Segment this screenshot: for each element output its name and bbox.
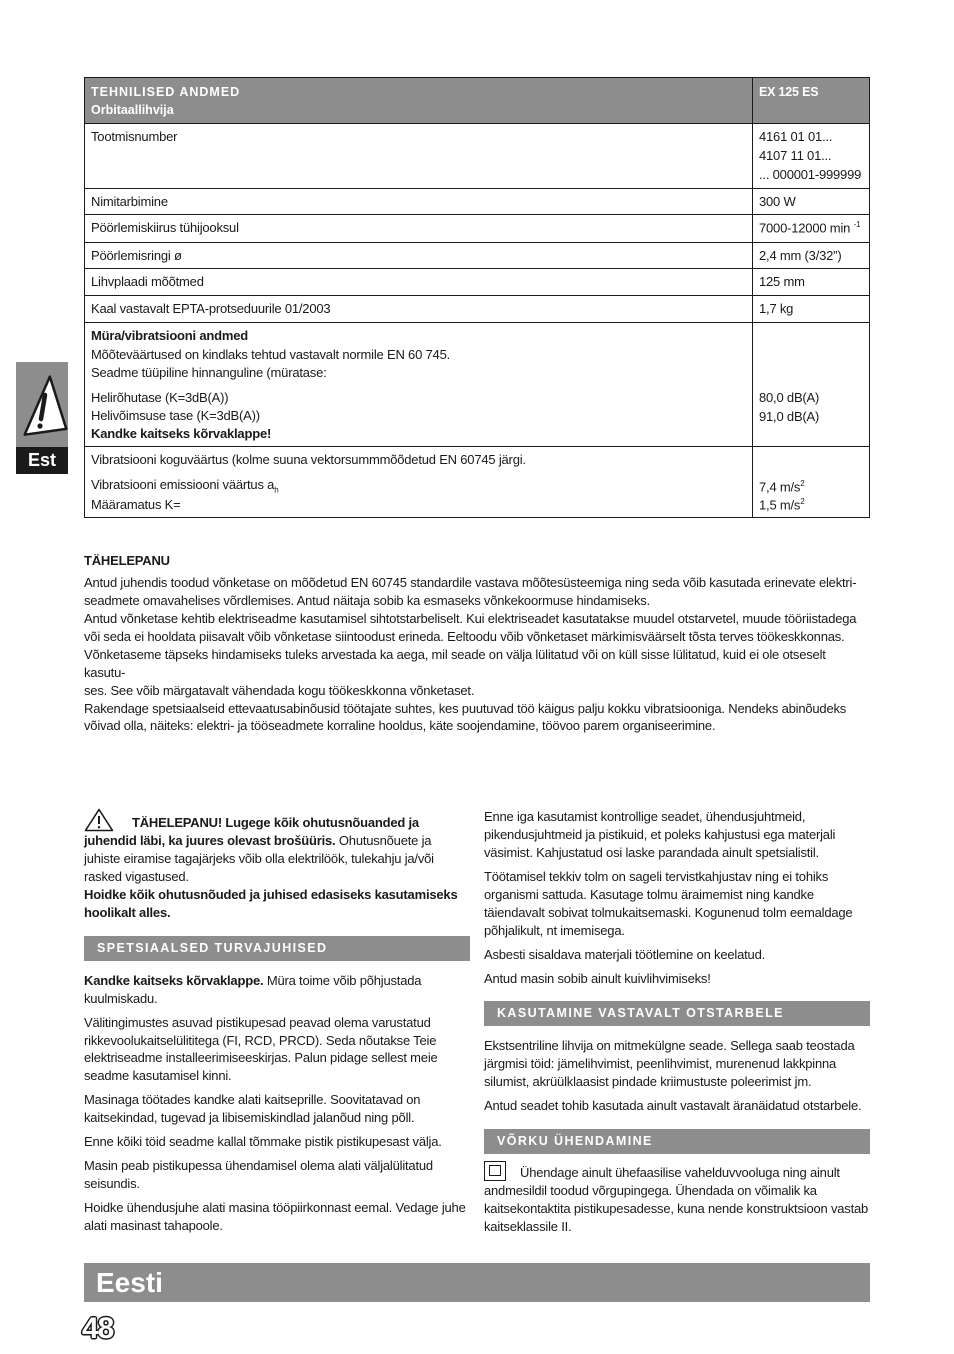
noise-labels: [85, 323, 753, 447]
technical-data-table: [84, 77, 870, 518]
noise-line: Mõõteväärtused on kindlaks tehtud vastavalt normile EN 60 745.: [91, 346, 451, 362]
noise-title: Müra/vibratsiooni andmed: [91, 328, 249, 344]
table-row: [85, 296, 870, 323]
paragraph: Ekstsentriline lihvija on mitmekülgne seade. Sellega saab teostada järgmisi töid: jämelihvimist, peenlihvimist, murenenud lakkpinna silumist, akrüülklaasist pindade kriimustuste poleerimist jm.: [484, 1038, 855, 1090]
note-line: seadmete omavahelises võrdlemises. Antud näitaja sobib ka esmaseks võnkekoormuse hindamiseks.: [84, 592, 650, 608]
row-label: Lihvplaadi mõõtmed: [85, 269, 753, 296]
row-value: 125 mm: [753, 269, 870, 296]
note-line: ses. See võib märgatavalt vähendada kogu töökeskkonna võnketaset.: [84, 682, 475, 698]
noise-row: [85, 323, 870, 447]
paragraph: Asbesti sisaldava materjali töötlemine on keelatud.: [484, 946, 766, 962]
language-bar: Eesti: [84, 1263, 870, 1302]
warning-triangle-icon: [84, 808, 114, 832]
noise-pressure-value: 80,0 dB(A): [759, 390, 820, 406]
noise-line: Seadme tüüpiline hinnanguline (müratase:: [91, 364, 327, 380]
paragraph: Ühendage ainult ühefaasilise vahelduvvooluga ning ainult andmesildil toodud võrgupingega. Ühendada on võimalik ka kaitsekontaktita pistikupesadesse, kuna nende konstruktsioon vastab kaitseklassile II.: [484, 1161, 870, 1236]
vibration-title: Vibratsiooni koguväärtus (kolme suuna vektorsummmõõdetud EN 60745 järgi.: [91, 451, 526, 467]
page-number: 48: [82, 1312, 114, 1345]
table-header-cell: [85, 78, 753, 124]
row-value: [753, 215, 870, 242]
table-row: [85, 242, 870, 269]
row-label: Kaal vastavalt EPTA-protseduurile 01/2003: [85, 296, 753, 323]
note-line: Rakendage spetsiaalseid ettevaatusabinõusid töötajate suhtes, kes puutuvad töö käigus palju kokku vibratsiooniga. Nendeks abinõudeks: [84, 700, 847, 716]
left-column: [84, 808, 470, 1241]
table-row: [85, 269, 870, 296]
paragraph: Hoidke ühendusjuhe alati masina tööpiirkonnast eemal. Vedage juhe alati masinast tahapoole.: [84, 1200, 466, 1233]
row-value: 2,4 mm (3/32”): [753, 242, 870, 269]
table-header-row: [85, 78, 870, 124]
protection-class-ii-icon: [484, 1161, 506, 1181]
serial-line: 4107 11 01...: [759, 147, 832, 163]
section-heading: SPETSIAALSED TURVAJUHISED: [84, 936, 470, 961]
warning-text: Ohutusnõuete ja juhiste eiramise tagajärjeks võib olla elektrilöök, tulekahju ja/või rasked vigastused.: [84, 833, 434, 884]
row-value: 1,7 kg: [753, 296, 870, 323]
vibration-uncertainty-value: 1,5 $m/s^2$: [759, 496, 805, 513]
paragraph: Antud masin sobib ainult kuivlihvimiseks!: [484, 970, 711, 986]
row-label: Tootmisnumber: [85, 124, 753, 189]
row-label: Nimitarbimine: [85, 188, 753, 215]
vibration-uncertainty-label: Määramatus K=: [91, 496, 181, 512]
table-model: EX 125 ES: [753, 78, 870, 124]
paragraph: Masinaga töötades kandke alati kaitseprille. Soovitatavad on kaitsekindad, tugevad ja libisemiskindlad jalanõud ning põll.: [84, 1092, 421, 1126]
serial-line: 4161 01 01...: [759, 129, 833, 144]
note-line: võivad olla, näiteks: elektri- ja tööseadmete korraline hooldus, käte soojendamine, töövoo parem organiseerimine.: [84, 718, 716, 734]
section-heading: KASUTAMINE VASTAVALT OTSTARBELE: [484, 1001, 870, 1026]
warning-triangle-icon: [16, 362, 68, 447]
table-row: [85, 124, 870, 189]
vibration-note: [84, 552, 870, 735]
warning-bold-text: TÄHELEPANU! Lugege kõik ohutusnõuanded ja juhendid läbi, ka juures olevast brošüüris.: [84, 815, 419, 848]
safety-warning: [84, 808, 470, 922]
vibration-emission-label: Vibratsiooni emissiooni väärtus $a_h$: [91, 477, 279, 496]
noise-power-value: 91,0 dB(A): [759, 408, 820, 424]
paragraph: Töötamisel tekkiv tolm on sageli tervistkahjustav ning ei tohiks organismi sattuda. Kasutage tolmu äraimemist ning kandke täiendavalt sobivat tolmukaitsemaski. Kogunenud tolm eemaldage põhjalikult, nt imemisega.: [484, 868, 853, 938]
paragraph: Kandke kaitseks kõrvaklappe. Müra toime võib põhjustada kuulmiskadu.: [84, 972, 422, 1006]
noise-power-label: Helivõimsuse tase (K=3dB(A)): [91, 407, 260, 423]
serial-line: ... 000001-999999: [759, 166, 862, 182]
paragraph: Enne kõiki töid seadme kallal tõmmake pistik pistikupesast välja.: [84, 1134, 442, 1150]
noise-values: [753, 323, 870, 447]
vibration-values: [753, 446, 870, 517]
noise-pressure-label: Helirõhutase (K=3dB(A)): [91, 389, 229, 405]
note-line: Võnketaseme täpseks hindamiseks tuleks arvestada ka aega, mil seade on välja lülitatud või on küll sisse lülitatud, kuid ei ole otseselt kasutu-: [84, 646, 826, 680]
row-label: Pöörlemiskiirus tühijooksul: [85, 215, 753, 242]
table-row: [85, 188, 870, 215]
language-side-tab: [16, 362, 68, 474]
table-subtitle: Orbitaallihvija: [91, 102, 174, 117]
row-value: [753, 124, 870, 189]
note-line: Antud võnketase kehtib elektriseadme kasutamisel sihtotstarbeliselt. Kui elektriseadet kasutatakse muudel otstarvetel, muude tööriistadega: [84, 610, 857, 626]
note-title: TÄHELEPANU: [84, 553, 170, 568]
row-label: Pöörlemisringi ø: [85, 242, 753, 269]
note-line: Antud juhendis toodud võnketase on mõõdetud EN 60745 standardile vastava mõõtesüsteemiga ning seda võib kasutada erinevate elektri-: [84, 574, 857, 590]
side-tab-language: Est: [16, 447, 68, 474]
speed-unit-exponent: -1: [853, 220, 861, 230]
paragraph: Antud seadet tohib kasutada ainult vastavalt äranäidatud otstarbele.: [484, 1098, 862, 1114]
right-column: [484, 808, 870, 1242]
vibration-emission-value: 7,4 $m/s^2$: [759, 478, 805, 494]
paragraph: Välitingimustes asuvad pistikupesad peavad olema varustatud rikkevoolukaitselülititega (FI, RCD, PRCD). Seda nõutakse Teie elektriseadme installeerimiseeskirjas. Palun pidage sellest meie seadme kasutamisel kinni.: [84, 1014, 438, 1084]
row-value: 300 W: [753, 188, 870, 215]
vibration-row: [85, 446, 870, 517]
keep-instructions-text: Hoidke kõik ohutusnõuded ja juhised edasiseks kasutamiseks hoolikalt alles.: [84, 886, 458, 920]
vibration-labels: [85, 446, 753, 517]
note-line: või seda ei hooldata piisavalt võib võnketase siintoodust erineda. Eeltoodu võib võnketaset märkimisväärselt tõsta terves töökeskkonnas.: [84, 628, 845, 644]
paragraph: Enne iga kasutamist kontrollige seadet, ühendusjuhtmeid, pikendusjuhtmeid ja pistikuid, et poleks kahjustusi ega materjali väsimist. Kahjustatud osi laske parandada ainult spetsialistil.: [484, 809, 836, 860]
table-title: TEHNILISED ANDMED: [91, 85, 241, 99]
table-row: [85, 215, 870, 242]
ear-protection-label: Kandke kaitseks kõrvaklappe!: [91, 425, 272, 441]
speed-value: 7000-12000 min: [759, 220, 851, 236]
section-heading: VÕRKU ÜHENDAMINE: [484, 1129, 870, 1154]
paragraph: Masin peab pistikupessa ühendamisel olema alati väljalülitatud seisundis.: [84, 1158, 433, 1192]
